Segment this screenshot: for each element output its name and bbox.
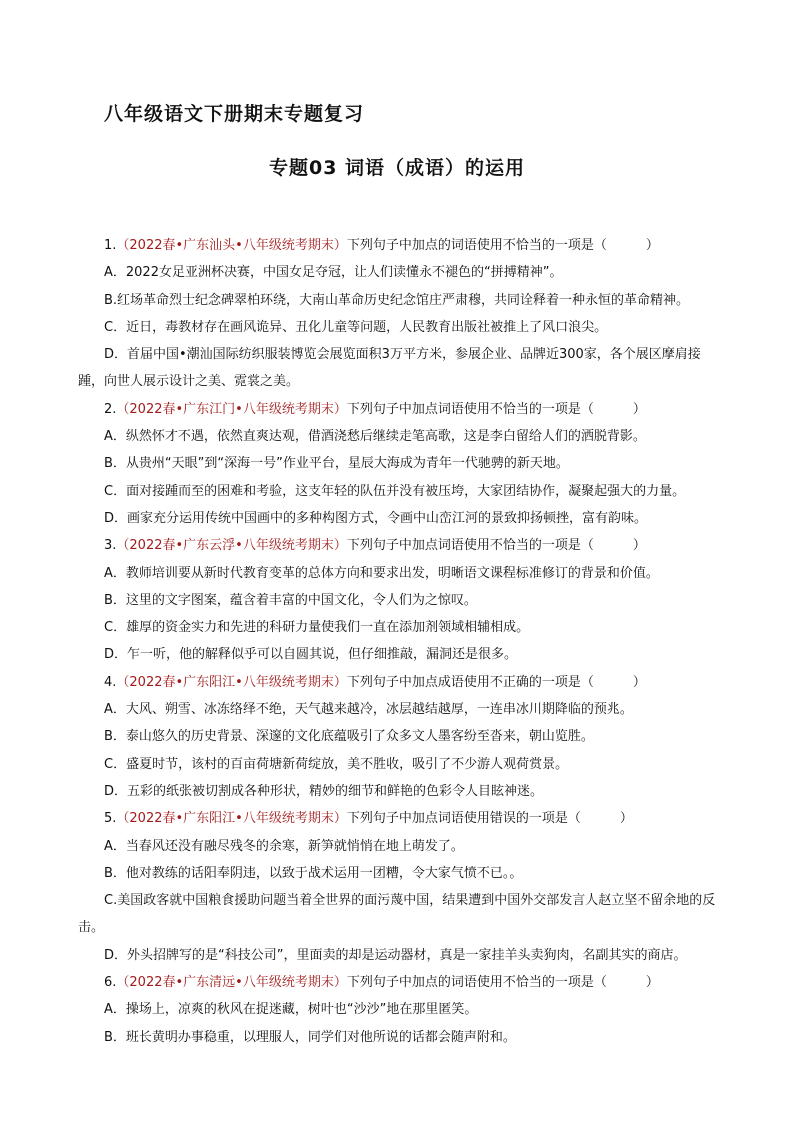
option-a: A．纵然怀才不遇，依然直爽达观，借酒浇愁后继续走笔高歌，这是李白留给人们的洒脱背影。 bbox=[104, 429, 646, 445]
option-c: C．雄厚的资金实力和先进的科研力量使我们一直在添加剂领域相辅相成。 bbox=[104, 620, 530, 636]
question-stem: 下列句子中加点的词语使用不恰当的一项是（ ） bbox=[346, 238, 659, 253]
question-stem: 下列句子中加点词语使用不恰当的一项是（ ） bbox=[346, 401, 646, 417]
question-stem: 下列句子中加点词语使用不恰当的一项是（ ） bbox=[346, 538, 646, 554]
option-d: D．首届中国•潮汕国际纺织服装博览会展览面积3万平方米，参展企业、品牌近300家，各个展区摩肩接踵，向世人展示设计之美、霓裳之美。 bbox=[78, 347, 701, 390]
question-5 bbox=[78, 805, 724, 969]
question-1 bbox=[78, 232, 724, 396]
option-d: D．画家充分运用传统中国画中的多种构图方式，令画中山峦江河的景致抑扬顿挫，富有韵味。 bbox=[104, 510, 648, 526]
question-source: （2022春•广东阳江•八年级统考期末） bbox=[116, 811, 347, 827]
option-b: B．这里的文字图案，蕴含着丰富的中国文化，令人们为之惊叹。 bbox=[104, 592, 477, 608]
topic-title: 专题03 词语（成语）的运用 bbox=[268, 157, 526, 179]
question-header bbox=[78, 396, 724, 423]
question-list bbox=[78, 232, 724, 1051]
question-2 bbox=[78, 396, 724, 532]
question-4 bbox=[78, 669, 724, 805]
option-c: C．近日，毒教材存在画风诡异、丑化儿童等问题，人民教育出版社被推上了风口浪尖。 bbox=[104, 319, 608, 335]
option-d: D．五彩的纸张被切割成各种形状，精妙的细节和鲜艳的色彩令人目眩神迷。 bbox=[104, 783, 544, 799]
question-3 bbox=[78, 532, 724, 668]
option-b: B．从贵州“天眼”到“深海一号”作业平台，星辰大海成为青年一代驰骋的新天地。 bbox=[104, 456, 569, 472]
option-b: B．泰山悠久的历史背景、深邃的文化底蕴吸引了众多文人墨客纷至沓来，朝山览胜。 bbox=[104, 729, 594, 745]
question-header bbox=[78, 232, 724, 259]
question-stem: 下列句子中加点成语使用不正确的一项是（ ） bbox=[346, 674, 646, 690]
option-a: A．操场上，凉爽的秋风在捉迷藏，树叶也“沙沙”地在那里匿笑。 bbox=[104, 1002, 478, 1018]
question-source: （2022春•广东汕头•八年级统考期末） bbox=[116, 238, 347, 253]
series-title: 八年级语文下册期末专题复习 bbox=[104, 103, 365, 125]
question-header bbox=[78, 532, 724, 559]
question-header bbox=[78, 805, 724, 832]
option-a: A．2022女足亚洲杯决赛，中国女足夺冠，让人们读懂永不褪色的“拼搏精神”。 bbox=[104, 265, 563, 281]
option-b: B．班长黄明办事稳重，以理服人，同学们对他所说的话都会随声附和。 bbox=[104, 1029, 516, 1045]
option-d: D．乍一听，他的解释似乎可以自圆其说，但仔细推敲，漏洞还是很多。 bbox=[104, 647, 518, 663]
option-b: B.红场革命烈士纪念碑翠柏环绕，大南山革命历史纪念馆庄严肃穆，共同诠释着一种永恒的革命精神。 bbox=[104, 292, 690, 308]
option-c: C．盛夏时节，该村的百亩荷塘新荷绽放，美不胜收，吸引了不少游人观荷赏景。 bbox=[104, 756, 569, 772]
question-stem: 下列句子中加点的词语使用不恰当的一项是（ ） bbox=[346, 975, 659, 991]
question-number: 1. bbox=[104, 238, 117, 253]
question-number: 5. bbox=[104, 811, 117, 827]
question-number: 4. bbox=[104, 674, 117, 690]
option-b: B．他对教练的话阳奉阴违，以致于战术运用一团糟，令大家气愤不已。。 bbox=[104, 865, 523, 881]
option-c: C.美国政客就中国粮食援助问题当着全世界的面污蔑中国，结果遭到中国外交部发言人赵立坚不留余地的反击。 bbox=[78, 893, 716, 936]
question-source: （2022春•广东江门•八年级统考期末） bbox=[116, 401, 347, 417]
option-a: A．当春风还没有融尽残冬的余寒，新笋就悄悄在地上萌发了。 bbox=[104, 838, 464, 854]
question-header bbox=[78, 969, 724, 996]
question-number: 2. bbox=[104, 401, 117, 417]
question-header bbox=[78, 669, 724, 696]
option-d: D．外头招牌写的是“科技公司”，里面卖的却是运动器材，真是一家挂羊头卖狗肉，名副其实的商店。 bbox=[104, 947, 687, 963]
question-number: 6. bbox=[104, 975, 117, 991]
question-source: （2022春•广东阳江•八年级统考期末） bbox=[116, 674, 347, 690]
question-stem: 下列句子中加点词语使用错误的一项是（ ） bbox=[346, 811, 633, 827]
option-a: A．大风、朔雪、冰冻络绎不绝，天气越来越冷，冰层越结越厚，一连串冰川期降临的预兆。 bbox=[104, 702, 633, 718]
question-number: 3. bbox=[104, 538, 117, 554]
question-source: （2022春•广东云浮•八年级统考期末） bbox=[116, 538, 347, 554]
question-6 bbox=[78, 969, 724, 1051]
option-a: A．教师培训要从新时代教育变革的总体方向和要求出发，明晰语文课程标准修订的背景和价值。 bbox=[104, 565, 659, 581]
option-c: C．面对接踵而至的困难和考验，这支年轻的队伍并没有被压垮，大家团结协作，凝聚起强大的力量。 bbox=[104, 483, 686, 499]
question-source: （2022春•广东清远•八年级统考期末） bbox=[116, 975, 347, 991]
